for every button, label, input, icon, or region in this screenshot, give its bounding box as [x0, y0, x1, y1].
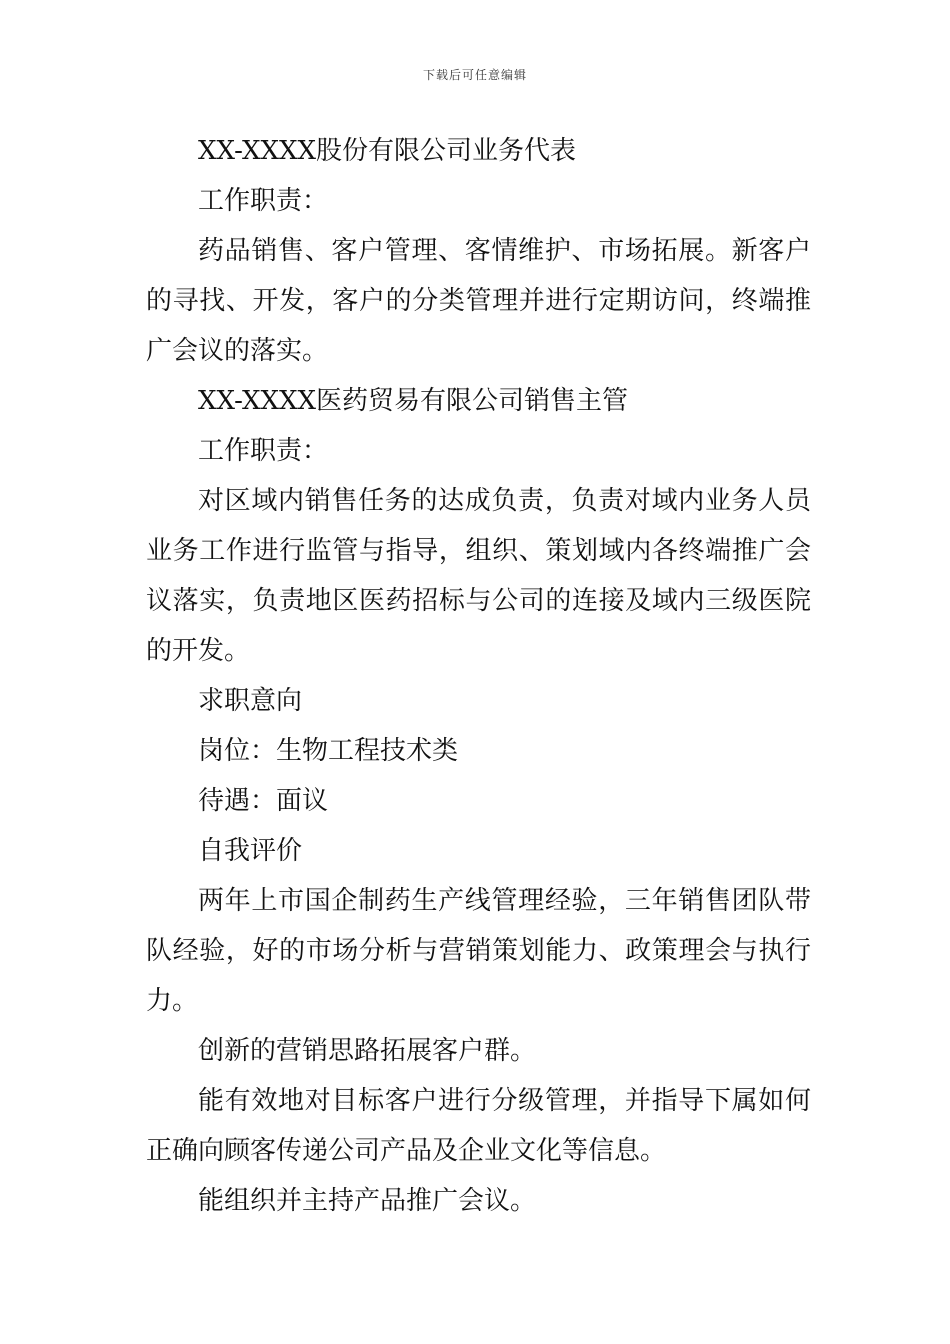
self-evaluation-text-1: 两年上市国企制药生产线管理经验，三年销售团队带队经验，好的市场分析与营销策划能力、政策理会与执行力。 — [146, 886, 811, 1016]
header-note: 下载后可任意编辑 — [422, 68, 527, 82]
duties-heading-1: 工作职责： — [198, 186, 329, 216]
document-body — [146, 126, 811, 1226]
job-title-1: XX-XXXX股份有限公司业务代表 — [198, 136, 576, 166]
self-evaluation-text-4: 能组织并主持产品推广会议。 — [198, 1186, 537, 1216]
duties-text-2: 对区域内销售任务的达成负责，负责对域内业务人员业务工作进行监管与指导，组织、策划域内各终端推广会议落实，负责地区医药招标与公司的连接及域内三级医院的开发。 — [146, 486, 811, 666]
self-evaluation-heading: 自我评价 — [198, 836, 303, 866]
duties-heading-2: 工作职责： — [198, 436, 329, 466]
job-intention-heading: 求职意向 — [198, 686, 303, 716]
duties-text-1: 药品销售、客户管理、客情维护、市场拓展。新客户的寻找、开发，客户的分类管理并进行定期访问，终端推广会议的落实。 — [146, 236, 811, 366]
salary-line: 待遇：面议 — [198, 786, 329, 816]
position-line: 岗位：生物工程技术类 — [198, 736, 459, 766]
job-title-2: XX-XXXX医药贸易有限公司销售主管 — [198, 386, 628, 416]
self-evaluation-text-2: 创新的营销思路拓展客户群。 — [198, 1036, 537, 1066]
self-evaluation-text-3: 能有效地对目标客户进行分级管理，并指导下属如何正确向顾客传递公司产品及企业文化等信息。 — [146, 1086, 811, 1166]
